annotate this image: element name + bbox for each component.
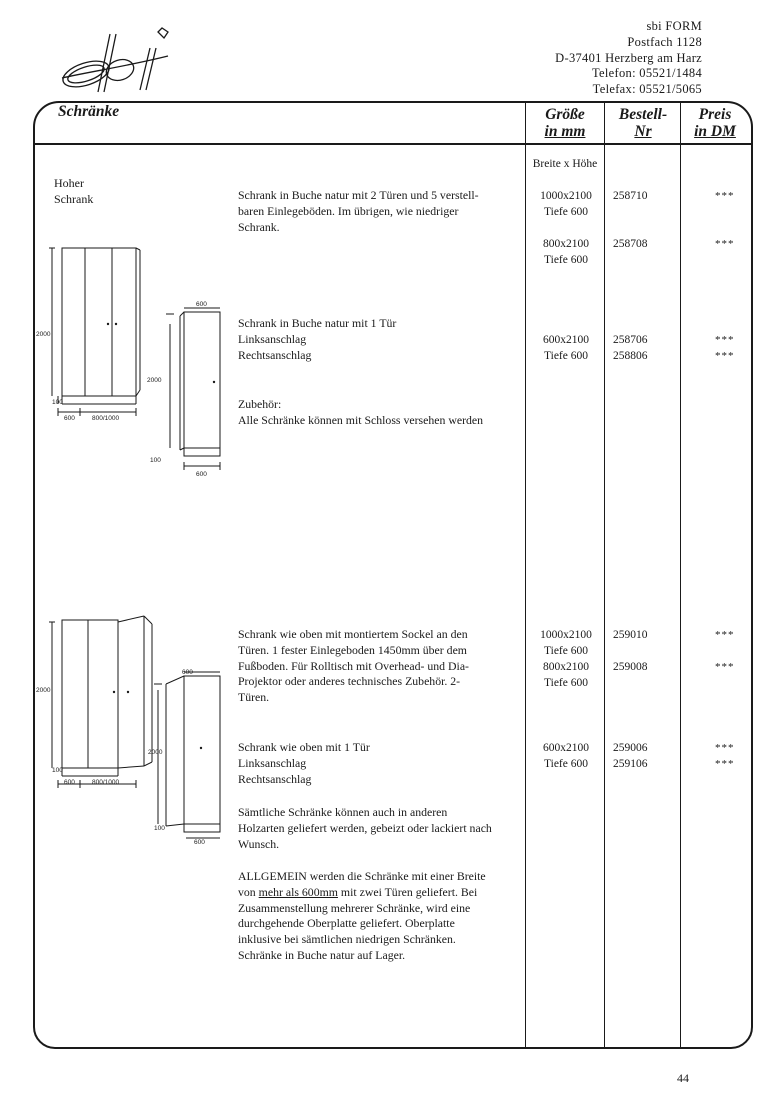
s1-item1-size: 1000x2100 Tiefe 600 [540,190,592,218]
section2-desc3: Sämtliche Schränke können auch in anderen Holzarten geliefert werden, gebeizt oder lackiert nach Wunsch. [238,805,492,851]
s2-item1-size: 1000x2100 Tiefe 600 [540,629,592,657]
s2-small-width-label: 600 [194,839,205,846]
s1-small-height-label: 2000 [147,377,162,384]
size-column-header: Größe in mm [544,106,586,140]
company-fax: Telefax: 05521/5065 [592,82,702,97]
s1-small-width-label: 600 [196,471,207,478]
s2-item1-nr: 259010 [613,629,648,641]
section-title: Schränke [58,103,120,120]
section2-desc1: Schrank wie oben mit montiertem Sockel an den Türen. 1 fester Einlegeboden 1450mm über dem Fußboden. Für Rolltisch mit Overhead- und Dia- Projektor oder anderes technisches Zubehör. 2- Türen. [238,627,469,705]
s1-item1-price: *** [715,190,735,202]
s1-item2-price: *** [715,238,735,250]
s2-item3-size: 600x2100 Tiefe 600 [543,742,589,770]
section1-cabinet-drawing [36,240,232,480]
s2-small-height-label: 2000 [148,749,163,756]
s1-item3-nr: 258706 258806 [613,334,648,362]
sbi-logo [58,26,176,98]
s1-big-depth-label: 600 [64,415,75,422]
s2-item3-price: *** *** [715,742,735,770]
column-divider-price [680,101,681,1049]
dims-header: Breite x Höhe [532,158,598,170]
s2-big-width-label: 800/1000 [92,779,120,786]
s2-small-top-label: 600 [182,669,193,676]
company-name: sbi FORM [646,19,702,33]
section1-desc1: Schrank in Buche natur mit 2 Türen und 5 verstell- baren Einlegeböden. Im übrigen, wie niedriger Schrank. [238,188,479,234]
s2-item1-price: *** [715,629,735,641]
s2-small-base-label: 100 [154,825,165,832]
section2-desc2: Schrank wie oben mit 1 Tür Linksanschlag Rechtsanschlag [238,740,370,786]
page-number: 44 [677,1071,689,1085]
section1-title: Hoher Schrank [54,176,94,206]
section1-desc2: Schrank in Buche natur mit 1 Tür Linksanschlag Rechtsanschlag [238,316,397,362]
s2-item2-nr: 259008 [613,661,648,673]
company-city: D-37401 Herzberg am Harz [555,50,702,65]
price-column-header: Preis in DM [694,106,736,140]
order-column-header: Bestell- Nr [618,106,668,140]
s2-item2-price: *** [715,661,735,673]
s1-big-width-label: 800/1000 [92,415,120,422]
section2-cabinet-drawing [36,612,232,852]
emphasis-width: mehr als 600mm [258,884,338,899]
s1-item2-size: 800x2100 Tiefe 600 [543,238,589,266]
section1-desc3: Zubehör: Alle Schränke können mit Schloss versehen werden [238,397,484,427]
s2-item2-size: 800x2100 Tiefe 600 [543,661,589,689]
company-phone: Telefon: 05521/1484 [591,66,702,81]
header-divider [33,143,753,145]
s1-item3-price: *** *** [715,334,735,362]
s2-item3-nr: 259006 259106 [613,742,648,770]
company-postbox: Postfach 1128 [627,34,702,49]
section2-desc4: ALLGEMEIN werden die Schränke mit einer Breite von mehr als 600mm mit zwei Türen geliefert. Bei Zusammenstellung mehrerer Schränke, wird eine durchgehende Oberplatte geliefert. Oberplatte inklusive bei sämtlichen niedrigen Schränken. Schränke in Buche natur auf Lager. [238,869,486,962]
s1-item1-nr: 258710 [613,190,648,202]
company-address [555,19,702,98]
s1-item3-size: 600x2100 Tiefe 600 [543,334,589,362]
s2-big-base-label: 100 [52,767,63,774]
s1-big-height-label: 2000 [36,331,51,338]
s1-small-top-label: 600 [196,301,207,308]
s2-big-height-label: 2000 [36,687,51,694]
s1-item2-nr: 258708 [613,238,648,250]
s2-big-depth-label: 600 [64,779,75,786]
s1-small-base-label: 100 [150,457,161,464]
s1-big-base-label: 100 [52,399,63,406]
